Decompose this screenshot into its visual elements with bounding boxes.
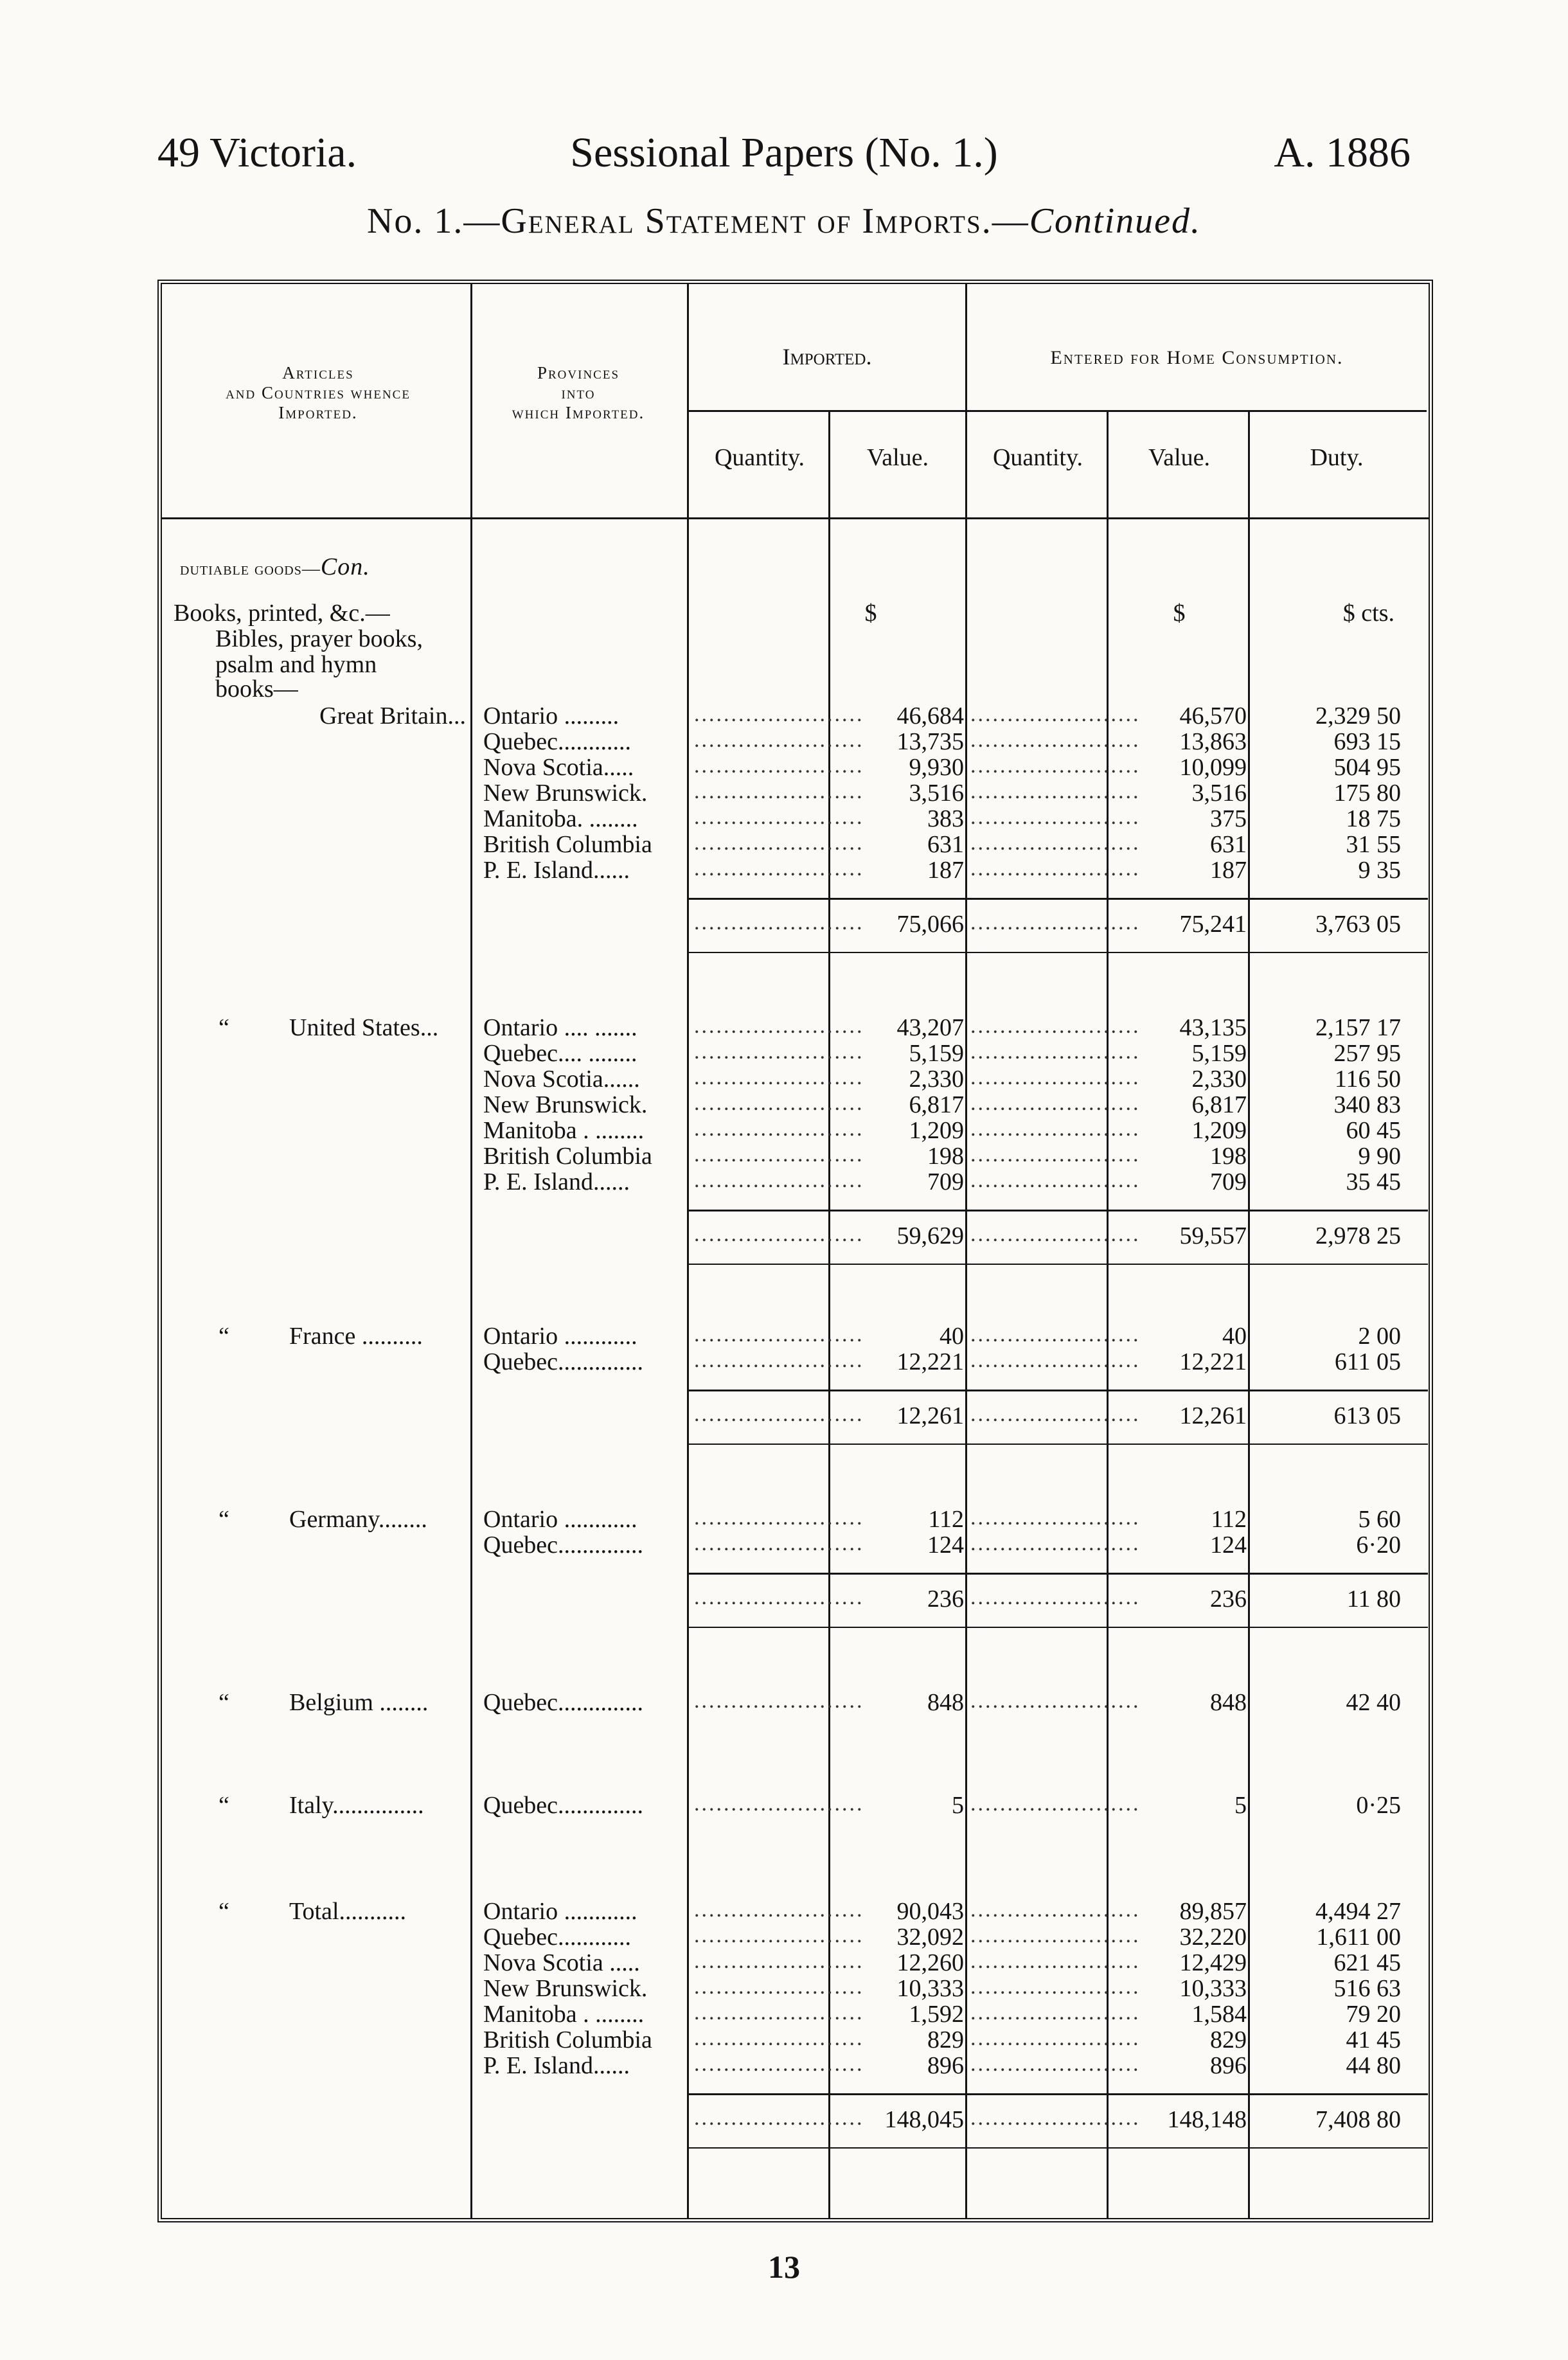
value-cell: 124 <box>927 1532 964 1559</box>
value-entered-cell: 6,817 <box>1191 1091 1247 1118</box>
duty-cell: 35 45 <box>1346 1168 1401 1195</box>
article-line1: Books, printed, &c.— <box>174 600 390 627</box>
value-cell: 3,516 <box>909 780 964 807</box>
value-cell: 12,260 <box>896 1949 964 1976</box>
subtotal-rule <box>689 1390 1428 1391</box>
quantity-leader: ....................... <box>694 728 864 752</box>
section-label-text: dutiable goods— <box>180 559 321 579</box>
duty-cell: 0·25 <box>1356 1792 1401 1819</box>
value-entered-cell: 112 <box>1211 1506 1247 1533</box>
total-duty-cell: 2,978 25 <box>1315 1222 1401 1249</box>
duty-cell: 2 00 <box>1358 1323 1401 1350</box>
province-cell: P. E. Island...... <box>483 857 630 884</box>
header-duty: Duty. <box>1310 444 1364 471</box>
header-articles-line2: and Countries whence <box>226 383 411 403</box>
column-rule-1 <box>470 284 472 2218</box>
province-cell: New Brunswick. <box>483 780 648 807</box>
duty-cell: 504 95 <box>1333 754 1401 781</box>
province-cell: Nova Scotia ..... <box>483 1949 640 1976</box>
ditto-mark: “ <box>218 1898 229 1925</box>
header-provinces <box>472 363 684 423</box>
quantity-entered-leader: ....................... <box>970 1143 1141 1167</box>
header-rule-sub <box>689 410 1427 412</box>
province-cell: British Columbia <box>483 1143 652 1170</box>
value-entered-cell: 89,857 <box>1179 1898 1247 1925</box>
total-duty-cell: 7,408 80 <box>1315 2106 1401 2133</box>
value-entered-cell: 187 <box>1210 857 1247 884</box>
quantity-leader: ....................... <box>694 1532 864 1555</box>
quantity-leader: ....................... <box>694 1949 864 1973</box>
value-entered-cell: 46,570 <box>1179 702 1247 729</box>
article-line2: Bibles, prayer books, <box>215 625 423 652</box>
quantity-entered-leader: ....................... <box>970 702 1141 726</box>
quantity-leader: ....................... <box>694 1323 864 1346</box>
province-cell: Manitoba . ........ <box>483 1117 645 1144</box>
value-cell: 1,592 <box>909 2001 964 2028</box>
section-label <box>180 553 370 581</box>
quantity-leader: ....................... <box>694 2052 864 2076</box>
total-value-cell: 75,066 <box>896 911 964 938</box>
value-entered-cell: 43,135 <box>1179 1014 1247 1041</box>
value-cell: 187 <box>927 857 964 884</box>
header-provinces-line1: Provinces <box>537 363 620 382</box>
quantity-leader: ....................... <box>694 857 864 881</box>
group-end-rule <box>689 952 1428 953</box>
total-duty-cell: 3,763 05 <box>1315 911 1401 938</box>
value-entered-cell: 13,863 <box>1179 728 1247 755</box>
header-imported: Imported. <box>782 344 872 370</box>
value-cell: 9,930 <box>909 754 964 781</box>
running-head-right: A. 1886 <box>1274 129 1411 176</box>
header-quantity-entered: Quantity. <box>992 444 1083 471</box>
province-cell: Quebec............ <box>483 1924 632 1951</box>
duty-cell: 516 63 <box>1333 1975 1401 2002</box>
unit-duty: $ cts. <box>1342 600 1394 627</box>
header-value: Value. <box>866 444 929 471</box>
header-provinces-line3: which Imported. <box>512 403 645 423</box>
quantity-leader: ....................... <box>694 1975 864 1999</box>
ditto-mark: “ <box>218 1014 229 1041</box>
quantity-entered-leader: ....................... <box>970 1689 1141 1713</box>
quantity-leader: ....................... <box>694 2026 864 2050</box>
duty-cell: 79 20 <box>1346 2001 1401 2028</box>
duty-cell: 18 75 <box>1346 805 1401 832</box>
title-main: General Statement of Imports.— <box>501 201 1029 241</box>
total-duty-cell: 613 05 <box>1333 1402 1401 1429</box>
province-cell: Nova Scotia..... <box>483 754 634 781</box>
total-quantity-leader: ....................... <box>694 911 864 934</box>
unit-value-entered: $ <box>1173 600 1186 627</box>
province-cell: Ontario ............ <box>483 1506 637 1533</box>
page-number: 13 <box>768 2249 800 2285</box>
value-entered-cell: 12,221 <box>1179 1348 1247 1375</box>
total-value-cell: 236 <box>927 1586 964 1613</box>
group-end-rule <box>689 1627 1428 1628</box>
duty-cell: 5 60 <box>1358 1506 1401 1533</box>
quantity-leader: ....................... <box>694 754 864 778</box>
value-cell: 5,159 <box>909 1040 964 1067</box>
total-value-cell: 12,261 <box>896 1402 964 1429</box>
value-entered-cell: 10,333 <box>1179 1975 1247 2002</box>
value-entered-cell: 12,429 <box>1179 1949 1247 1976</box>
subtotal-rule <box>689 898 1428 900</box>
country-label: Italy............... <box>289 1792 424 1819</box>
duty-cell: 44 80 <box>1346 2052 1401 2079</box>
title-prefix: No. 1.— <box>366 201 501 241</box>
value-entered-cell: 709 <box>1210 1168 1247 1195</box>
ditto-mark: “ <box>218 1792 229 1819</box>
quantity-leader: ....................... <box>694 1040 864 1064</box>
province-cell: Ontario .... ....... <box>483 1014 637 1041</box>
value-cell: 1,209 <box>909 1117 964 1144</box>
section-con: Con. <box>320 553 370 580</box>
value-cell: 631 <box>927 831 964 858</box>
quantity-entered-leader: ....................... <box>970 1949 1141 1973</box>
province-cell: Quebec............ <box>483 728 632 755</box>
quantity-leader: ....................... <box>694 1689 864 1713</box>
value-entered-cell: 631 <box>1210 831 1247 858</box>
country-label: Great Britain... <box>319 702 466 729</box>
quantity-leader: ....................... <box>694 1924 864 1947</box>
duty-cell: 6·20 <box>1356 1532 1401 1559</box>
quantity-entered-leader: ....................... <box>970 1898 1141 1922</box>
total-quantity-entered-leader: ....................... <box>970 911 1141 934</box>
value-entered-cell: 3,516 <box>1191 780 1247 807</box>
quantity-leader: ....................... <box>694 780 864 803</box>
quantity-entered-leader: ....................... <box>970 1040 1141 1064</box>
quantity-leader: ....................... <box>694 1014 864 1038</box>
total-quantity-leader: ....................... <box>694 2106 864 2130</box>
country-label: United States... <box>289 1014 439 1041</box>
duty-cell: 9 35 <box>1358 857 1401 884</box>
quantity-leader: ....................... <box>694 2001 864 2025</box>
header-articles-line1: Articles <box>282 363 354 382</box>
province-cell: Ontario ......... <box>483 702 619 729</box>
duty-cell: 41 45 <box>1346 2026 1401 2053</box>
value-cell: 46,684 <box>896 702 964 729</box>
total-value-entered-cell: 148,148 <box>1167 2106 1247 2133</box>
total-quantity-entered-leader: ....................... <box>970 1402 1141 1426</box>
province-cell: Quebec.............. <box>483 1532 644 1559</box>
value-cell: 848 <box>927 1689 964 1716</box>
column-rule-3 <box>965 284 967 2218</box>
quantity-leader: ....................... <box>694 1898 864 1922</box>
value-entered-cell: 5,159 <box>1191 1040 1247 1067</box>
ditto-mark: “ <box>218 1689 229 1716</box>
value-cell: 2,330 <box>909 1066 964 1093</box>
group-end-rule <box>689 1444 1428 1445</box>
total-quantity-leader: ....................... <box>694 1222 864 1246</box>
total-value-cell: 148,045 <box>884 2106 964 2133</box>
duty-cell: 693 15 <box>1333 728 1401 755</box>
province-cell: British Columbia <box>483 2026 652 2053</box>
value-cell: 12,221 <box>896 1348 964 1375</box>
value-entered-cell: 32,220 <box>1179 1924 1247 1951</box>
total-quantity-leader: ....................... <box>694 1586 864 1609</box>
province-cell: Quebec.... ........ <box>483 1040 637 1067</box>
subtotal-rule <box>689 2093 1428 2095</box>
value-entered-cell: 1,584 <box>1191 2001 1247 2028</box>
value-cell: 6,817 <box>909 1091 964 1118</box>
value-cell: 13,735 <box>896 728 964 755</box>
value-entered-cell: 848 <box>1210 1689 1247 1716</box>
province-cell: Nova Scotia...... <box>483 1066 640 1093</box>
quantity-leader: ....................... <box>694 831 864 855</box>
province-cell: Quebec.............. <box>483 1792 644 1819</box>
quantity-leader: ....................... <box>694 1348 864 1372</box>
header-provinces-line2: into <box>561 383 596 403</box>
duty-cell: 340 83 <box>1333 1091 1401 1118</box>
quantity-leader: ....................... <box>694 1792 864 1816</box>
total-value-entered-cell: 236 <box>1210 1586 1247 1613</box>
value-entered-cell: 896 <box>1210 2052 1247 2079</box>
country-label: Germany........ <box>289 1506 427 1533</box>
quantity-entered-leader: ....................... <box>970 2026 1141 2050</box>
duty-cell: 175 80 <box>1333 780 1401 807</box>
value-cell: 198 <box>927 1143 964 1170</box>
duty-cell: 621 45 <box>1333 1949 1401 1976</box>
quantity-entered-leader: ....................... <box>970 728 1141 752</box>
total-value-entered-cell: 59,557 <box>1179 1222 1247 1249</box>
group-end-rule <box>689 1264 1428 1265</box>
quantity-entered-leader: ....................... <box>970 2052 1141 2076</box>
quantity-entered-leader: ....................... <box>970 1532 1141 1555</box>
value-cell: 90,043 <box>896 1898 964 1925</box>
quantity-entered-leader: ....................... <box>970 1323 1141 1346</box>
value-entered-cell: 40 <box>1222 1323 1247 1350</box>
total-value-cell: 59,629 <box>896 1222 964 1249</box>
value-cell: 829 <box>927 2026 964 2053</box>
value-entered-cell: 1,209 <box>1191 1117 1247 1144</box>
province-cell: Ontario ............ <box>483 1323 637 1350</box>
subtotal-rule <box>689 1573 1428 1575</box>
quantity-entered-leader: ....................... <box>970 1117 1141 1141</box>
duty-cell: 257 95 <box>1333 1040 1401 1067</box>
total-value-entered-cell: 12,261 <box>1179 1402 1247 1429</box>
duty-cell: 31 55 <box>1346 831 1401 858</box>
total-quantity-entered-leader: ....................... <box>970 1586 1141 1609</box>
value-cell: 896 <box>927 2052 964 2079</box>
page-title <box>0 201 1568 242</box>
header-entered: Entered for Home Consumption. <box>1050 347 1344 368</box>
province-cell: Manitoba . ........ <box>483 2001 645 2028</box>
header-value-entered: Value. <box>1148 444 1211 471</box>
quantity-leader: ....................... <box>694 1117 864 1141</box>
quantity-leader: ....................... <box>694 1066 864 1089</box>
value-cell: 709 <box>927 1168 964 1195</box>
value-entered-cell: 124 <box>1210 1532 1247 1559</box>
quantity-entered-leader: ....................... <box>970 1924 1141 1947</box>
quantity-entered-leader: ....................... <box>970 754 1141 778</box>
quantity-leader: ....................... <box>694 805 864 829</box>
country-label: Total........... <box>289 1898 407 1925</box>
duty-cell: 9 90 <box>1358 1143 1401 1170</box>
duty-cell: 60 45 <box>1346 1117 1401 1144</box>
country-label: Belgium ........ <box>289 1689 429 1716</box>
duty-cell: 42 40 <box>1346 1689 1401 1716</box>
quantity-entered-leader: ....................... <box>970 1066 1141 1089</box>
quantity-entered-leader: ....................... <box>970 831 1141 855</box>
value-entered-cell: 10,099 <box>1179 754 1247 781</box>
quantity-leader: ....................... <box>694 1168 864 1192</box>
article-line4: books— <box>215 675 298 702</box>
quantity-leader: ....................... <box>694 702 864 726</box>
value-cell: 32,092 <box>896 1924 964 1951</box>
total-quantity-entered-leader: ....................... <box>970 2106 1141 2130</box>
duty-cell: 611 05 <box>1334 1348 1401 1375</box>
duty-cell: 4,494 27 <box>1315 1898 1401 1925</box>
province-cell: New Brunswick. <box>483 1975 648 2002</box>
ditto-mark: “ <box>218 1506 229 1533</box>
title-suffix: Continued. <box>1029 201 1202 241</box>
province-cell: Quebec.............. <box>483 1689 644 1716</box>
duty-cell: 2,329 50 <box>1315 702 1401 729</box>
total-value-entered-cell: 75,241 <box>1179 911 1247 938</box>
total-quantity-leader: ....................... <box>694 1402 864 1426</box>
article-line3: psalm and hymn <box>215 651 377 678</box>
value-entered-cell: 829 <box>1210 2026 1247 2053</box>
running-head-left: 49 Victoria. <box>157 129 357 176</box>
value-entered-cell: 2,330 <box>1191 1066 1247 1093</box>
quantity-entered-leader: ....................... <box>970 1348 1141 1372</box>
province-cell: Ontario ............ <box>483 1898 637 1925</box>
quantity-leader: ....................... <box>694 1506 864 1530</box>
duty-cell: 116 50 <box>1334 1066 1401 1093</box>
value-cell: 383 <box>927 805 964 832</box>
quantity-entered-leader: ....................... <box>970 1014 1141 1038</box>
quantity-entered-leader: ....................... <box>970 1506 1141 1530</box>
province-cell: British Columbia <box>483 831 652 858</box>
country-label: France .......... <box>289 1323 423 1350</box>
value-cell: 40 <box>940 1323 964 1350</box>
duty-cell: 2,157 17 <box>1315 1014 1401 1041</box>
province-cell: P. E. Island...... <box>483 1168 630 1195</box>
quantity-leader: ....................... <box>694 1143 864 1167</box>
value-entered-cell: 198 <box>1210 1143 1247 1170</box>
total-quantity-entered-leader: ....................... <box>970 1222 1141 1246</box>
province-cell: New Brunswick. <box>483 1091 648 1118</box>
province-cell: P. E. Island...... <box>483 2052 630 2079</box>
quantity-entered-leader: ....................... <box>970 857 1141 881</box>
quantity-entered-leader: ....................... <box>970 780 1141 803</box>
value-cell: 43,207 <box>896 1014 964 1041</box>
value-entered-cell: 375 <box>1210 805 1247 832</box>
group-end-rule <box>689 2147 1428 2149</box>
province-cell: Quebec.............. <box>483 1348 644 1375</box>
header-quantity: Quantity. <box>714 444 805 471</box>
value-entered-cell: 5 <box>1234 1792 1247 1819</box>
province-cell: Manitoba. ........ <box>483 805 638 832</box>
quantity-entered-leader: ....................... <box>970 1091 1141 1115</box>
quantity-entered-leader: ....................... <box>970 1975 1141 1999</box>
quantity-entered-leader: ....................... <box>970 1792 1141 1816</box>
header-articles <box>167 363 469 423</box>
ditto-mark: “ <box>218 1323 229 1350</box>
quantity-leader: ....................... <box>694 1091 864 1115</box>
quantity-entered-leader: ....................... <box>970 2001 1141 2025</box>
value-cell: 112 <box>928 1506 964 1533</box>
unit-value: $ <box>864 600 877 627</box>
value-cell: 10,333 <box>896 1975 964 2002</box>
value-cell: 5 <box>952 1792 964 1819</box>
quantity-entered-leader: ....................... <box>970 805 1141 829</box>
total-duty-cell: 11 80 <box>1346 1586 1401 1613</box>
header-rule-bottom <box>162 517 1429 519</box>
column-rule-6 <box>1248 411 1250 2218</box>
duty-cell: 1,611 00 <box>1316 1924 1401 1951</box>
subtotal-rule <box>689 1210 1428 1211</box>
header-articles-line3: Imported. <box>278 403 358 423</box>
running-head-center: Sessional Papers (No. 1.) <box>570 129 998 176</box>
quantity-entered-leader: ....................... <box>970 1168 1141 1192</box>
